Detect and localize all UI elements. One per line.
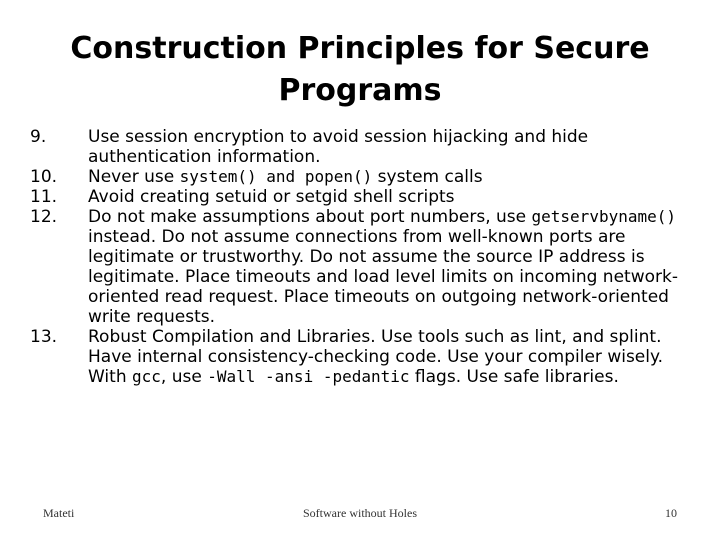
item-text-pre: Do not make assumptions about port numbers, use — [88, 207, 532, 227]
item-text: Avoid creating setuid or setgid shell scripts — [88, 187, 455, 207]
code-snippet: gcc — [132, 367, 161, 386]
footer-title: Software without Holes — [303, 506, 417, 520]
item-text — [88, 327, 690, 387]
item-text — [88, 167, 690, 187]
list-item — [30, 207, 690, 327]
item-number: 11. — [30, 187, 58, 207]
list-item — [30, 187, 690, 207]
item-text — [88, 207, 690, 327]
list-item — [30, 127, 690, 167]
item-number: 9. — [30, 127, 47, 147]
footer-page-number: 10 — [665, 506, 677, 520]
item-number: 10. — [30, 167, 58, 187]
item-text-post: system calls — [372, 167, 483, 187]
list-item — [30, 167, 690, 187]
slide-title — [60, 28, 660, 112]
item-text-pre: Robust Compilation and Libraries. Use tools such as lint, and splint. Have internal consistency-checking code. Use your compiler wisely. With — [88, 327, 664, 387]
code-snippet: -Wall -ansi -pedantic — [207, 367, 410, 386]
slide-title-line-1: Construction Principles for Secure — [70, 31, 650, 66]
item-text-pre: Never use — [88, 167, 180, 187]
item-text-post: instead. Do not assume connections from well-known ports are legitimate or trustworthy. Do not assume the source IP address is legitimate. Place timeouts and load level limits on incoming network-oriented read request. Place timeouts on outgoing network-oriented write requests. — [88, 227, 678, 327]
item-text-post: flags. Use safe libraries. — [409, 367, 619, 387]
slide-title-line-2: Programs — [278, 73, 442, 108]
list-item — [30, 327, 690, 387]
principles-list — [30, 127, 690, 387]
item-text-mid: , use — [160, 367, 208, 387]
item-number: 12. — [30, 207, 58, 227]
item-text: Use session encryption to avoid session hijacking and hide authentication information. — [88, 127, 589, 167]
footer-author: Mateti — [43, 506, 75, 520]
code-snippet: system() and popen() — [179, 167, 373, 186]
code-snippet: getservbyname() — [531, 207, 677, 226]
item-number: 13. — [30, 327, 58, 347]
